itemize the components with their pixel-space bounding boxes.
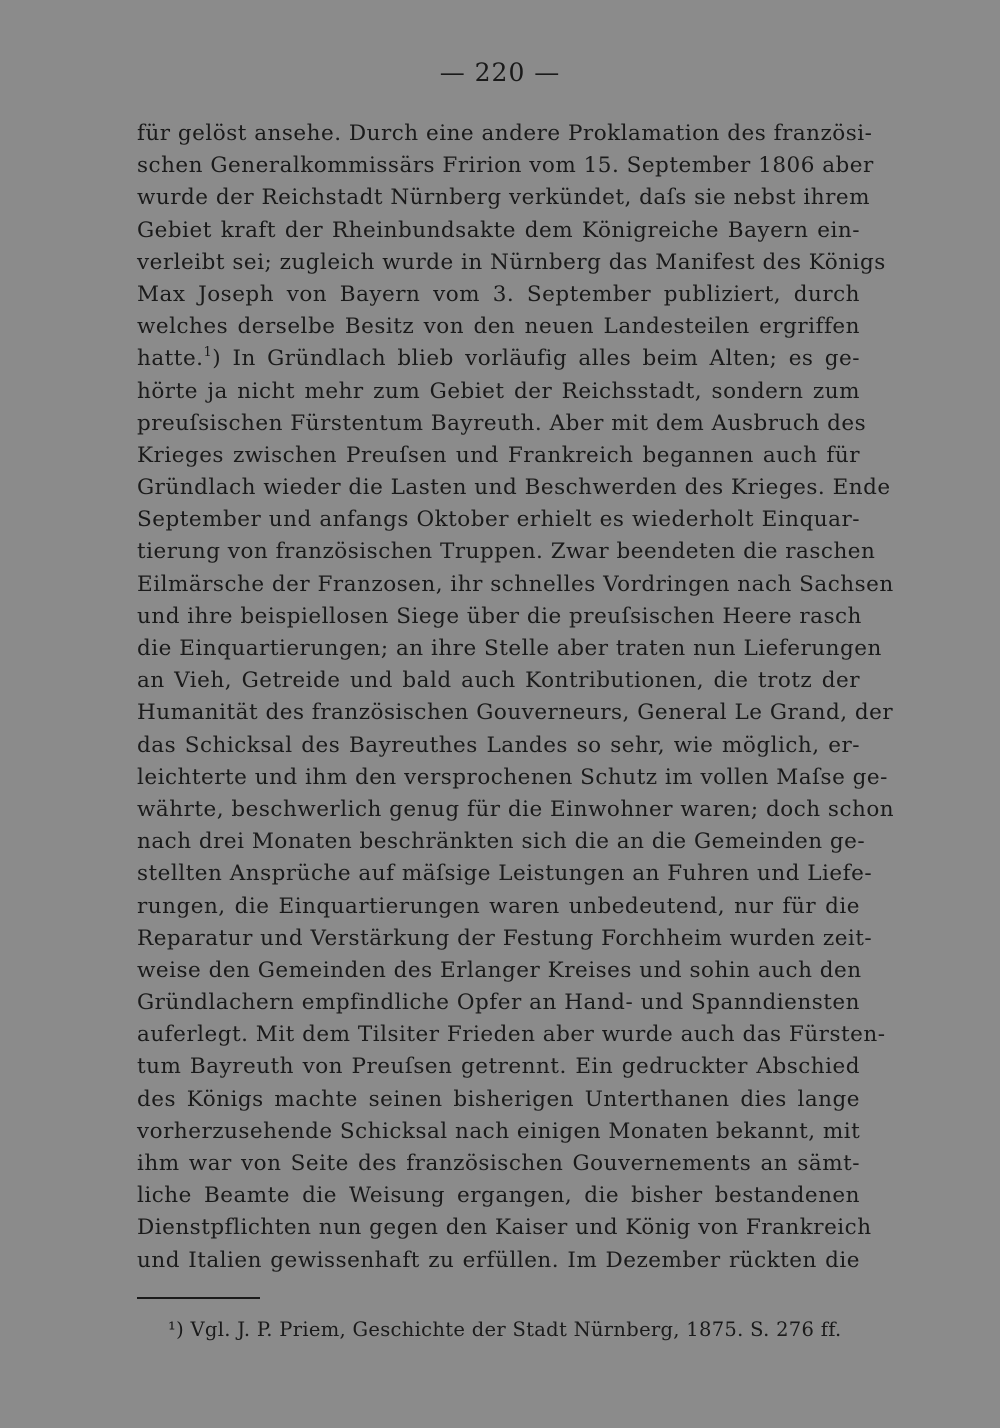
text-line: die Einquartierungen; an ihre Stelle aber traten nun Lieferungen: [137, 636, 882, 661]
text-line: September und anfangs Oktober erhielt es wiederholt Einquar-: [137, 507, 860, 533]
text-line: hörte ja nicht mehr zum Gebiet der Reichsstadt, sondern zum: [137, 378, 860, 404]
text-line: tum Bayreuth von Preuſsen getrennt. Ein gedruckter Abschied: [137, 1054, 860, 1080]
text-line: Eilmärsche der Franzosen, ihr schnelles Vordringen nach Sachsen: [137, 571, 894, 597]
text-line: Reparatur und Verstärkung der Festung Forchheim wurden zeit-: [137, 925, 873, 951]
text-line: schen Generalkommissärs Fririon vom 15. September 1806 aber: [137, 153, 874, 179]
text-line: Dienstpflichten nun gegen den Kaiser und König von Frankreich: [137, 1215, 872, 1241]
text-line: liche Beamte die Weisung ergangen, die bisher bestandenen: [137, 1183, 860, 1209]
text-line: verleibt sei; zugleich wurde in Nürnberg das Manifest des Königs: [137, 249, 886, 275]
text-line-with-footnote-ref: hatte.$^1$) In Gründlach blieb vorläufig alles beim Alten; es ge-: [137, 345, 860, 372]
text-line: währte, beschwerlich genug für die Einwohner waren; doch schon: [137, 796, 895, 822]
footnote-reference[interactable]: 1: [203, 345, 213, 361]
text-line: Gebiet kraft der Rheinbundsakte dem Königreiche Bayern ein-: [137, 217, 860, 243]
text-line: rungen, die Einquartierungen waren unbedeutend, nur für die: [137, 893, 860, 919]
body-text: [137, 118, 895, 1277]
text-line: Humanität des französischen Gouverneurs, General Le Grand, der: [137, 700, 894, 726]
text-line: an Vieh, Getreide und bald auch Kontributionen, die trotz der: [137, 668, 860, 694]
text-line: Gründlachern empfindliche Opfer an Hand- und Spanndiensten: [137, 990, 860, 1016]
footnote-divider: [137, 1297, 260, 1299]
text-line: das Schicksal des Bayreuthes Landes so sehr, wie möglich, er-: [137, 732, 860, 758]
page-number: — 220 —: [439, 58, 561, 87]
text-line: tierung von französischen Truppen. Zwar beendeten die raschen: [137, 539, 876, 565]
text-line: vorherzusehende Schicksal nach einigen Monaten bekannt, mit: [137, 1118, 861, 1144]
text-line: wurde der Reichstadt Nürnberg verkündet, daſs sie nebst ihrem: [137, 185, 870, 211]
line-prefix: hatte.: [137, 346, 204, 372]
text-line: weise den Gemeinden des Erlanger Kreises und sohin auch den: [137, 957, 862, 983]
footnote: [168, 1316, 888, 1344]
footnote-marker: ¹): [168, 1318, 185, 1341]
footnote-text: Vgl. J. P. Priem, Geschichte der Stadt Nürnberg, 1875. S. 276 ff.: [190, 1318, 842, 1341]
text-line: und Italien gewissenhaft zu erfüllen. Im Dezember rückten die: [137, 1247, 860, 1273]
text-line: auferlegt. Mit dem Tilsiter Frieden aber wurde auch das Fürsten-: [137, 1022, 886, 1048]
text-line: ihm war von Seite des französischen Gouvernements an sämt-: [137, 1151, 860, 1176]
line-rest: In Gründlach blieb vorläufig alles beim Alten; es ge-: [232, 346, 860, 372]
text-line: des Königs machte seinen bisherigen Unterthanen dies lange: [137, 1086, 860, 1112]
text-line: für gelöst ansehe. Durch eine andere Proklamation des französi-: [137, 121, 873, 146]
text-line: leichterte und ihm den versprochenen Schutz im vollen Maſse ge-: [137, 764, 888, 790]
text-line: und ihre beispiellosen Siege über die preuſsischen Heere rasch: [137, 603, 862, 629]
text-line: preuſsischen Fürstentum Bayreuth. Aber mit dem Ausbruch des: [137, 410, 867, 436]
text-line: Max Joseph von Bayern vom 3. September publiziert, durch: [137, 281, 860, 307]
text-line: Gründlach wieder die Lasten und Beschwerden des Krieges. Ende: [137, 475, 891, 501]
text-line: welches derselbe Besitz von den neuen Landesteilen ergriffen: [137, 314, 860, 340]
text-line: nach drei Monaten beschränkten sich die an die Gemeinden ge-: [137, 829, 866, 855]
text-line: stellten Ansprüche auf mäſsige Leistungen an Fuhren und Liefe-: [137, 861, 873, 887]
text-line: Krieges zwischen Preuſsen und Frankreich begannen auch für: [137, 442, 860, 468]
